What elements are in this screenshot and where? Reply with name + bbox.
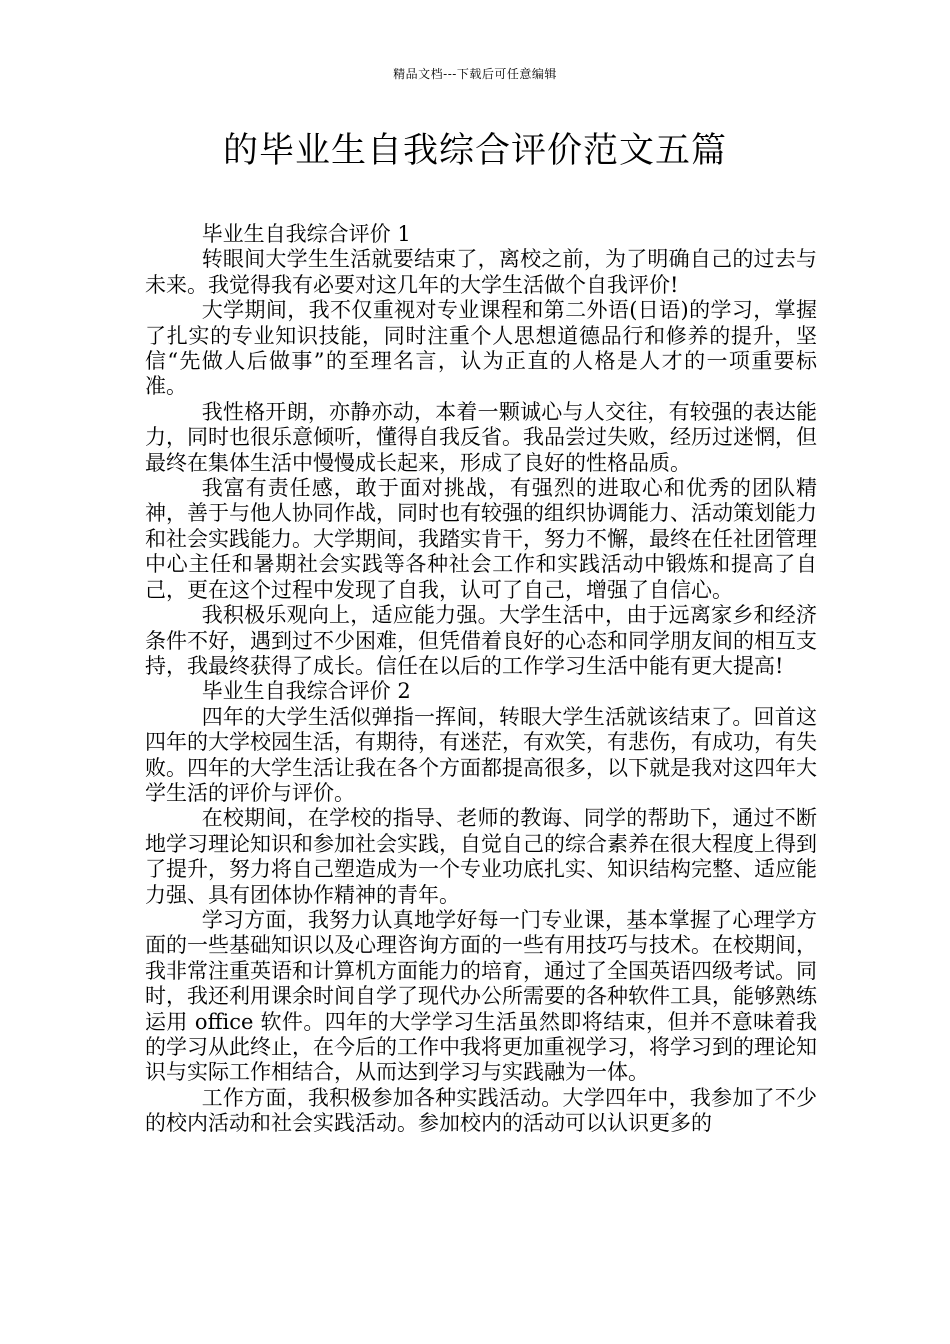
paragraph: 学习方面，我努力认真地学好每一门专业课，基本掌握了心理学方面的一些基础知识以及心理咨询方面的一些有用技巧与技术。在校期间，我非常注重英语和计算机方面能力的培育，通过了全国英语四级考试。同时，我还利用课余时间自学了现代办公所需要的各种软件工具，能够熟练运用 office 软件。四年的大学学习生活虽然即将结束，但并不意味着我的学习从此终止，在今后的工作中我将更加重视学习，将学习到的理论知识与实际工作相结合，从而达到学习与实践融为一体。 [145, 907, 817, 1085]
paragraph: 转眼间大学生生活就要结束了，离校之前，为了明确自己的过去与未来。我觉得我有必要对这几年的大学生活做个自我评价! [145, 247, 817, 297]
header-note: 精品文档---下载后可任意编辑 [393, 67, 557, 81]
paragraph: 我富有责任感，敢于面对挑战，有强烈的进取心和优秀的团队精神，善于与他人协同作战，同时也有较强的组织协调能力、活动策划能力和社会实践能力。大学期间，我踏实肯干，努力不懈，最终在任社团管理中心主任和暑期社会实践等各种社会工作和实践活动中锻炼和提高了自己，更在这个过程中发现了自我，认可了自己，增强了自信心。 [145, 476, 817, 602]
section-heading: 毕业生自我综合评价 1 [201, 222, 411, 246]
paragraph: 在校期间，在学校的指导、老师的教诲、同学的帮助下，通过不断地学习理论知识和参加社会实践，自觉自己的综合素养在很大程度上得到了提升，努力将自己塑造成为一个专业功底扎实、知识结构完整、适应能力强、具有团体协作精神的青年。 [145, 806, 817, 907]
section-heading: 毕业生自我综合评价 2 [201, 679, 411, 704]
paragraph: 我积极乐观向上，适应能力强。大学生活中，由于远离家乡和经济条件不好，遇到过不少困难，但凭借着良好的心态和同学朋友间的相互支持，我最终获得了成长。信任在以后的工作学习生活中能有更大提高! [145, 603, 817, 678]
document-body [145, 222, 817, 1137]
paragraph: 大学期间，我不仅重视对专业课程和第二外语(日语)的学习，掌握了扎实的专业知识技能，同时注重个人思想道德品行和修养的提升，坚信“先做人后做事”的至理名言，认为正直的人格是人才的一项重要标准。 [145, 298, 817, 399]
document-title: 的毕业生自我综合评价范文五篇 [222, 131, 727, 171]
paragraph: 我性格开朗，亦静亦动，本着一颗诚心与人交往，有较强的表达能力，同时也很乐意倾听，懂得自我反省。我品尝过失败，经历过迷惘，但最终在集体生活中慢慢成长起来，形成了良好的性格品质。 [145, 399, 817, 475]
paragraph: 工作方面，我积极参加各种实践活动。大学四年中，我参加了不少的校内活动和社会实践活动。参加校内的活动可以认识更多的 [145, 1085, 817, 1136]
paragraph: 四年的大学生活似弹指一挥间，转眼大学生活就该结束了。回首这四年的大学校园生活，有期待，有迷茫，有欢笑，有悲伤，有成功，有失败。四年的大学生活让我在各个方面都提高很多，以下就是我对这四年大学生活的评价与评价。 [145, 704, 817, 805]
